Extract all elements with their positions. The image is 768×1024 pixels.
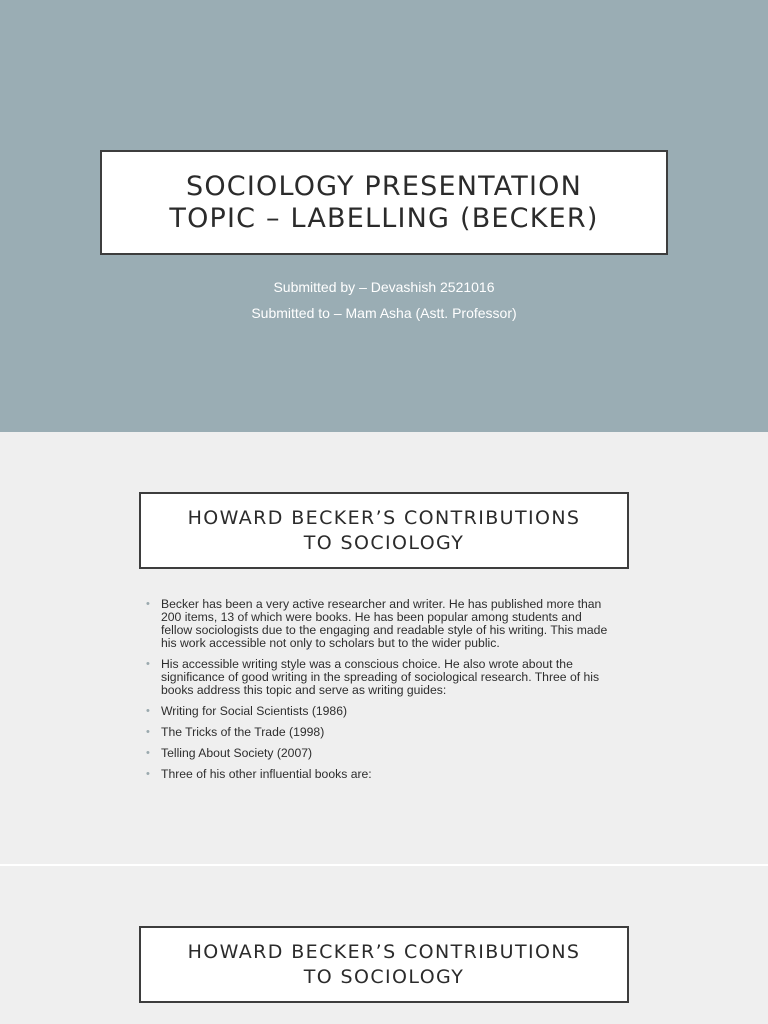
slide-title-line-1: HOWARD BECKER’S CONTRIBUTIONS [187, 940, 581, 963]
contributions-slide [0, 432, 768, 864]
bullet-dot-icon: • [146, 747, 150, 759]
slide-title-line-2: TO SOCIOLOGY [303, 965, 465, 988]
bullet-dot-icon: • [146, 726, 150, 738]
bullet-text: Telling About Society (2007) [161, 746, 313, 760]
contributions-slide-continued [0, 866, 768, 1024]
bullet-dot-icon: • [146, 768, 150, 780]
bullet-item [146, 658, 616, 697]
submitted-to-text: Submitted to – Mam Asha (Astt. Professor) [251, 305, 517, 321]
bullet-dot-icon: • [146, 705, 150, 717]
bullet-text: The Tricks of the Trade (1998) [161, 725, 325, 739]
bullet-text: Three of his other influential books are: [161, 767, 372, 781]
bullet-item [146, 598, 616, 650]
slide-title-box [139, 926, 629, 1003]
slide-title-line-1: HOWARD BECKER’S CONTRIBUTIONS [187, 506, 581, 529]
slide-title-line-2: TO SOCIOLOGY [303, 531, 465, 554]
bullet-dot-icon: • [146, 598, 150, 610]
presentation-title-line-2: TOPIC – LABELLING (BECKER) [169, 202, 599, 234]
title-box [100, 150, 668, 255]
submitted-by-text: Submitted by – Devashish 2521016 [273, 279, 495, 295]
bullet-dot-icon: • [146, 658, 150, 670]
bullet-item [146, 747, 616, 760]
bullet-item [146, 726, 616, 739]
slide-title-box [139, 492, 629, 569]
title-slide [0, 0, 768, 432]
bullet-item [146, 705, 616, 718]
presentation-title-line-1: SOCIOLOGY PRESENTATION [185, 170, 582, 202]
bullet-text: His accessible writing style was a conscious choice. He also wrote about the significance of good writing in the spreading of sociological research. Three of his books address this topic and serve as writing guides: [161, 657, 600, 697]
bullet-text: Writing for Social Scientists (1986) [161, 704, 348, 718]
bullet-item [146, 768, 616, 781]
bullet-list [146, 598, 616, 789]
bullet-text: Becker has been a very active researcher and writer. He has published more than 200 items, 13 of which were books. He has been popular among students and fellow sociologists due to the engaging and readable style of his writing. This made his work accessible not only to scholars but to the wider public. [161, 597, 608, 650]
